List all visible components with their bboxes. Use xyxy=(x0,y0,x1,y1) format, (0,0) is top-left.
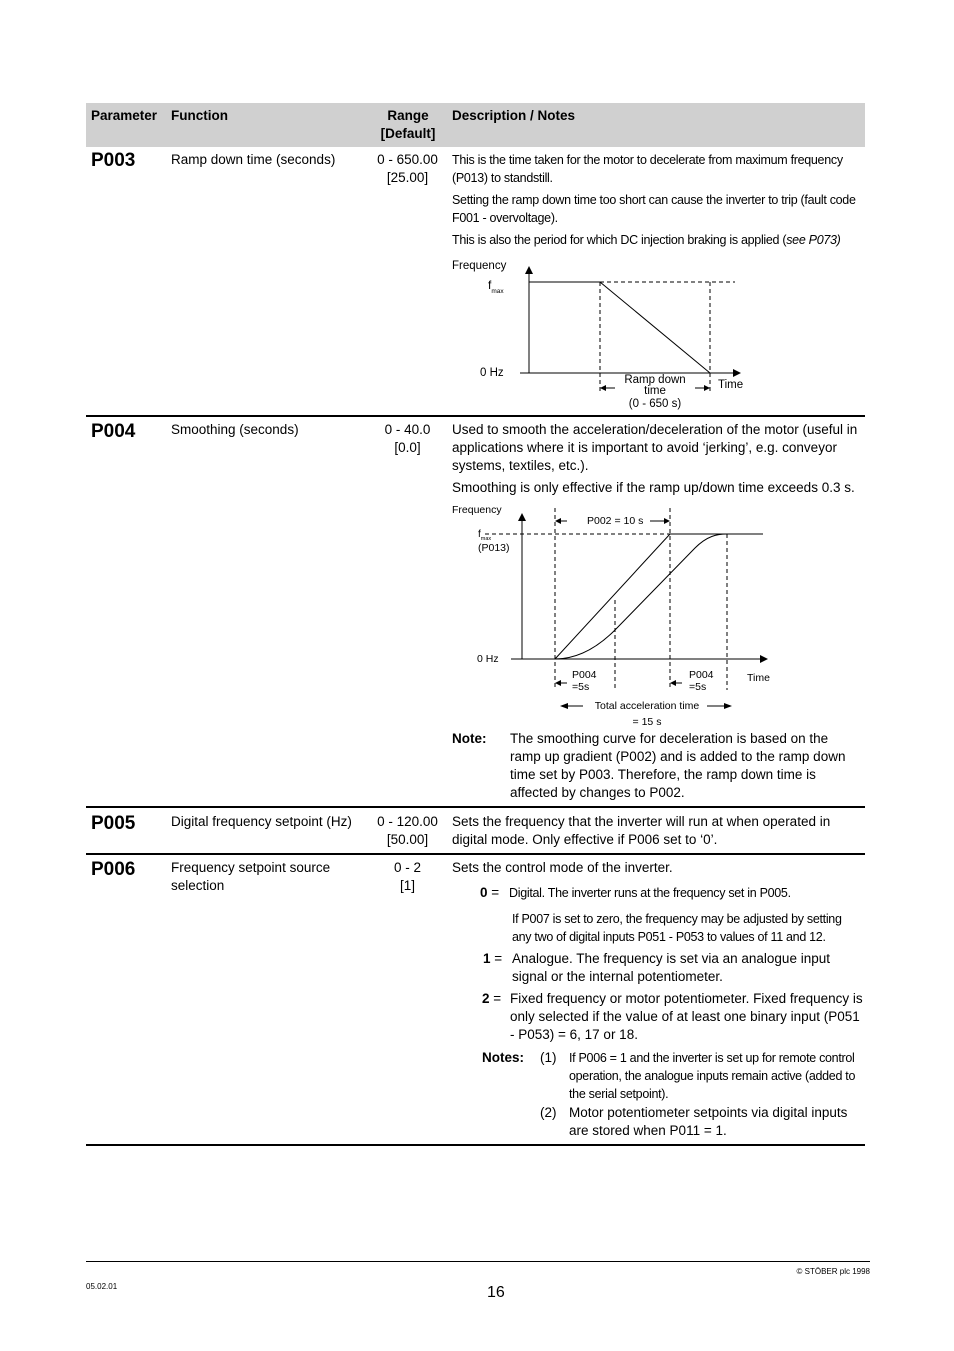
row-divider xyxy=(86,806,865,808)
footer-rule xyxy=(86,1261,870,1262)
header-parameter: Parameter xyxy=(91,108,158,123)
label-frequency: Frequency xyxy=(452,504,502,516)
function-p003: Ramp down time (seconds) xyxy=(171,152,336,167)
p004-para2: Smoothing is only effective if the ramp up/down time exceeds 0.3 s. xyxy=(452,480,855,495)
label-ramp-2: time xyxy=(644,385,666,397)
p003-para2: Setting the ramp down time too short can cause the inverter to trip (fault code F001 - overvoltage). xyxy=(452,193,856,225)
range-p003: 0 - 650.00 [25.00] xyxy=(377,152,438,185)
p006-opt0-text: Digital. The inverter runs at the frequency set in P005. xyxy=(509,886,791,900)
p006-notes-label: Notes: xyxy=(482,1050,525,1065)
ramp-arrowhead-right xyxy=(704,385,710,391)
linear-ramp xyxy=(555,534,670,659)
header-function: Function xyxy=(171,108,228,123)
function-p006: Frequency setpoint source selection xyxy=(171,860,331,893)
header-description: Description / Notes xyxy=(452,108,576,123)
label-fmax: $f_{max}$ xyxy=(488,278,504,295)
p006-note2-text: Motor potentiometer setpoints via digital inputs are stored when P011 = 1. xyxy=(569,1105,848,1138)
page-number: 16 xyxy=(487,1284,505,1301)
range-p006: 0 - 2 [1] xyxy=(393,860,421,893)
footer-copyright: © STÖBER plc 1998 xyxy=(796,1267,870,1276)
table-bottom-rule xyxy=(86,1144,865,1146)
label-ramp-1: Ramp down xyxy=(624,374,686,386)
label-frequency: Frequency xyxy=(452,260,507,272)
label-p002: P002 = 10 s xyxy=(587,515,644,527)
label-p004-b-val: =5s xyxy=(689,681,707,693)
smoothed-ramp xyxy=(555,534,727,659)
p006-note2-num: (2) xyxy=(540,1105,557,1120)
ramp-down-diagram xyxy=(440,255,770,415)
range-p005: 0 - 120.00 [50.00] xyxy=(377,814,438,847)
p006-opt2-text: Fixed frequency or motor potentiometer. Fixed frequency is only selected if the value of at least one binary input (P051 - P053) = 6, 17 or 18. xyxy=(510,991,863,1042)
p003-para1: This is the time taken for the motor to decelerate from maximum frequency (P013) to standstill. xyxy=(452,153,843,185)
ramp-arrowhead-left xyxy=(600,385,606,391)
total-arrowhead-right xyxy=(724,703,732,709)
label-0hz: 0 Hz xyxy=(477,653,499,665)
ramp-line xyxy=(600,282,710,373)
p002-arrowhead-right xyxy=(664,518,670,524)
p004-note-label: Note: xyxy=(452,731,487,746)
footer-date: 05.02.01 xyxy=(86,1282,118,1291)
p006-opt1-text: Analogue. The frequency is set via an analogue input signal or the internal potentiometer. xyxy=(512,951,830,984)
p005-para1: Sets the frequency that the inverter will run at when operated in digital mode. Only effective if P006 set to ‘0’. xyxy=(452,814,831,847)
param-name-p006: P006 xyxy=(91,859,136,880)
table-header xyxy=(86,103,865,147)
label-time: Time xyxy=(747,672,770,684)
p006-opt2-key: 2 = xyxy=(482,991,502,1006)
param-name-p003: P003 xyxy=(91,150,136,171)
label-p004-a: P004 xyxy=(572,669,597,681)
param-name-p004: P004 xyxy=(91,421,136,442)
p006-note1-num: (1) xyxy=(540,1050,557,1065)
p003-para3: This is also the period for which DC injection braking is applied (see P073) xyxy=(452,233,841,247)
p006-opt0-key: 0 = xyxy=(480,885,500,900)
row-divider xyxy=(86,853,865,855)
label-time: Time xyxy=(718,379,744,391)
smoothing-diagram xyxy=(445,500,775,732)
p006-opt0-sub: If P007 is set to zero, the frequency may be adjusted by setting any two of digital inputs P051 - P053 to values of 11 and 12. xyxy=(512,912,842,944)
range-p004: 0 - 40.0 [0.0] xyxy=(384,422,431,455)
p006-para1: Sets the control mode of the inverter. xyxy=(452,860,673,875)
label-total-1: Total acceleration time xyxy=(594,700,700,712)
label-ramp-3: (0 - 650 s) xyxy=(628,398,682,410)
p006-note1-text: If P006 = 1 and the inverter is set up for remote control operation, the analogue inputs remain active (added to the serial setpoint). xyxy=(569,1051,856,1101)
label-p004-b: P004 xyxy=(689,669,714,681)
label-total-2: = 15 s xyxy=(632,716,662,728)
function-p004: Smoothing (seconds) xyxy=(171,422,299,437)
function-p005: Digital frequency setpoint (Hz) xyxy=(171,814,352,829)
param-name-p005: P005 xyxy=(91,813,136,834)
p004-note-text: The smoothing curve for deceleration is based on the ramp up gradient (P002) and is added to the ramp down time set by P003. Therefore, the ramp down time is affected by changes to P002. xyxy=(510,731,846,800)
description-p003 xyxy=(452,151,862,253)
header-range: Range [Default] xyxy=(380,108,436,141)
row-divider xyxy=(86,415,865,417)
p004-para1: Used to smooth the acceleration/deceleration of the motor (useful in applications where it is important to avoid ‘jerking’, e.g. conveyor systems, textiles, etc.). xyxy=(452,422,858,473)
description-p005 xyxy=(452,813,862,853)
label-p013: (P013) xyxy=(478,542,510,554)
label-0hz: 0 Hz xyxy=(480,367,504,379)
description-p004 xyxy=(452,421,862,501)
label-p004-a-val: =5s xyxy=(572,681,590,693)
label-fmax: $f_{max}$ xyxy=(478,529,492,542)
p006-opt1-key: 1 = xyxy=(483,951,503,966)
